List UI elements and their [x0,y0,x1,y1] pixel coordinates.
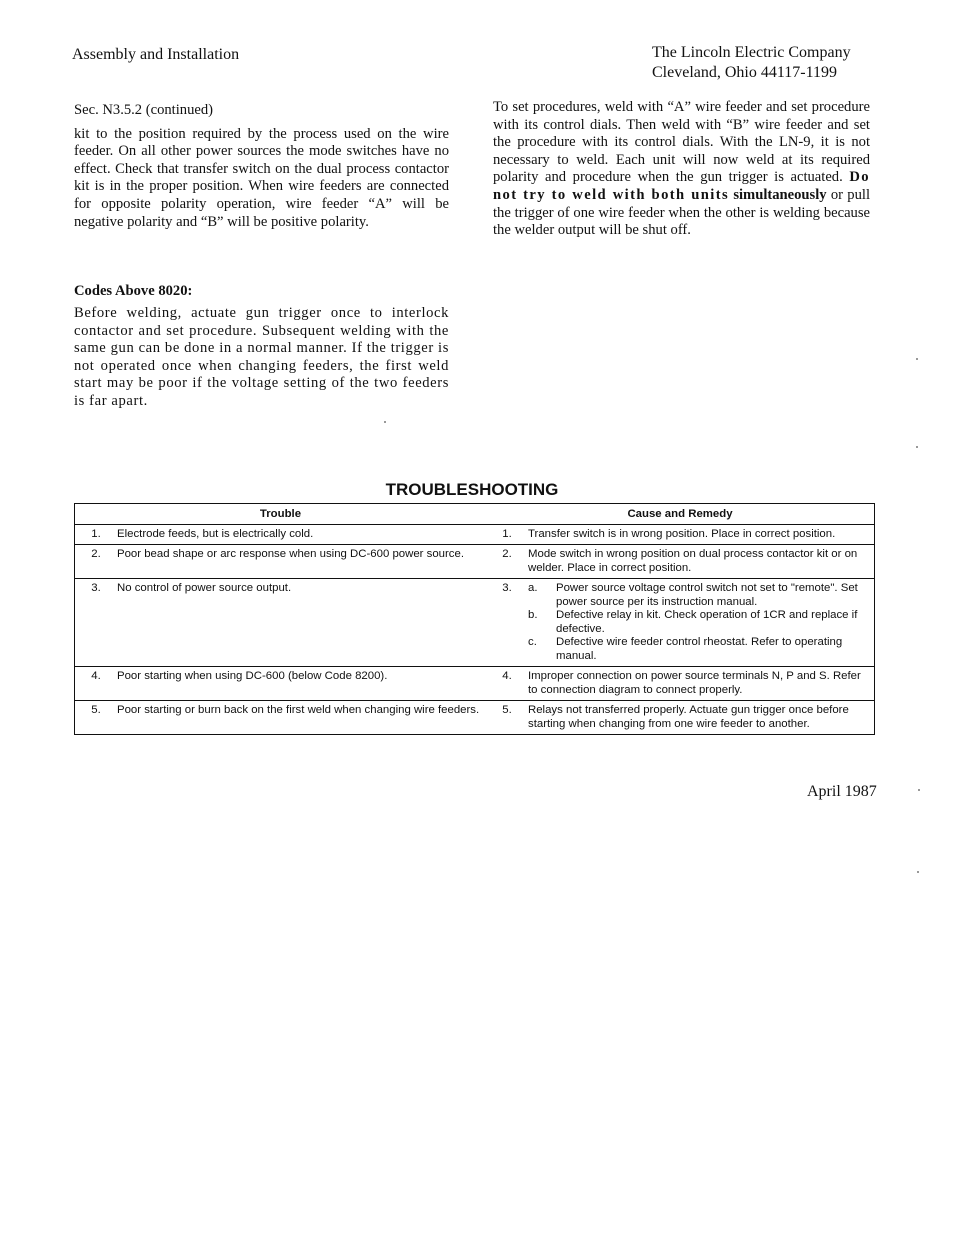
header-section-title: Assembly and Installation [72,46,240,63]
right-column [493,99,870,240]
table-row [75,524,875,545]
trouble-cell: Poor starting when using DC-600 (below Code 8200). [117,667,486,701]
remedy-number: 3. [486,579,528,667]
remedy-number: 1. [486,524,528,545]
table-row [75,545,875,579]
right-paragraph-bold2: simultaneously [733,186,827,203]
codes-heading: Codes Above 8020: [74,283,193,299]
table-row [75,667,875,701]
right-paragraph-part1: To set procedures, weld with “A” wire feeder and set procedure with its control dials. Then weld with “B” wire feeder and set the procedure with its control dials. With the LN-9, it is not necessary to weld. Each unit will now weld at its required polarity and procedure when the gun trigger is actuated. [493,99,870,186]
row-number: 1. [75,524,118,545]
remedy-sub-item [528,582,872,609]
row-number: 5. [91,704,101,716]
sub-letter: c. [528,636,537,648]
table-header-row [75,504,875,525]
remedy-number: 5. [502,704,512,716]
trouble-cell: No control of power source output. [117,579,486,667]
remedy-sub-item [528,609,872,636]
remedy-cell: Relays not transferred properly. Actuate gun trigger once before starting when changing from one wire feeder to another. [528,704,849,730]
left-paragraph: kit to the position required by the process used on the wire feeder. On all other power sources the mode switches have no effect. Check that transfer switch on the dual process contactor kit is in the proper position. When wire feeders are connected for opposite polarity operation, wire feeder “A” will be negative polarity and “B” will be positive polarity. [74,125,449,230]
row-number: 2. [75,545,118,579]
col-header-remedy: Cause and Remedy [486,504,875,525]
remedy-number: 4. [486,667,528,701]
sub-text: Defective wire feeder control rheostat. Refer to operating manual. [556,636,843,662]
row-number: 4. [75,667,118,701]
remedy-cell [528,579,875,667]
trouble-cell: Electrode feeds, but is electrically cold. [117,524,486,545]
codes-paragraph-text: Before welding, actuate gun trigger once to interlock contactor and set procedure. Subsequent welding with the same gun can be done in a normal manner. If the trigger is not operated once when changing feeders, the first weld start may be poor if the voltage setting of the two feeders is far apart. [74,305,449,409]
sub-letter: b. [528,609,538,621]
scan-speck [918,789,920,791]
left-column [74,102,449,231]
scan-speck [916,358,918,360]
sub-text: Power source voltage control switch not set to "remote". Set power source per its instruction manual. [556,582,858,608]
right-paragraph-part2: or pull the trigger of one wire feeder when the other is welding because the welder output will be shut off. [493,186,871,239]
codes-paragraph [74,305,449,411]
company-address: Cleveland, Ohio 44117-1199 [652,64,838,81]
sub-letter: a. [528,582,538,594]
remedy-cell: Mode switch in wrong position on dual process contactor kit or on welder. Place in correct position. [528,545,875,579]
remedy-cell: Improper connection on power source terminals N, P and S. Refer to connection diagram to connect properly. [528,667,875,701]
right-paragraph [493,99,870,240]
trouble-cell: Poor bead shape or arc response when using DC-600 power source. [117,545,486,579]
scan-speck [384,421,386,423]
remedy-sub-item [528,636,872,663]
remedy-number: 2. [486,545,528,579]
troubleshooting-title: TROUBLESHOOTING [385,480,559,499]
section-title: Sec. N3.5.2 (continued) [74,102,214,118]
table-row [75,701,875,735]
troubleshooting-table [74,503,875,735]
sub-text: Defective relay in kit. Check operation of 1CR and replace if defective. [556,609,858,635]
row-number: 3. [75,579,118,667]
header-company-block [652,43,851,83]
col-header-trouble: Trouble [75,504,487,525]
scan-speck [916,446,918,448]
table-row [75,579,875,667]
scan-speck [917,871,919,873]
remedy-cell: Transfer switch is in wrong position. Place in correct position. [528,524,875,545]
footer-date: April 1987 [807,783,877,800]
right-paragraph-bold1: Do not try to weld with both units [493,169,870,203]
company-name: The Lincoln Electric Company [652,44,851,61]
trouble-cell: Poor starting or burn back on the first weld when changing wire feeders. [117,704,480,716]
